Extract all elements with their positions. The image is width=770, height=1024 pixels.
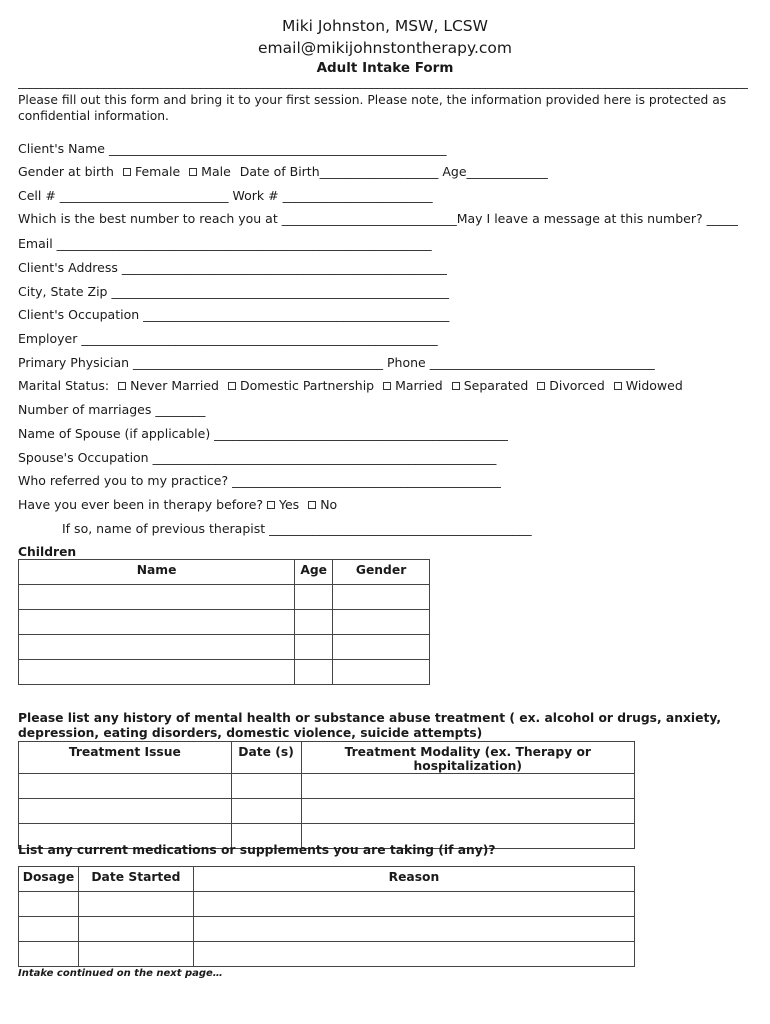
form-title: Adult Intake Form: [316, 60, 454, 76]
child-gender-cell[interactable]: [333, 585, 430, 610]
table-row: [19, 799, 635, 824]
provider-email: email@mikijohnstontherapy.com: [258, 39, 512, 57]
table-row: [19, 892, 635, 917]
address-field[interactable]: Client's Address ____________________________________________________: [18, 260, 447, 275]
reason-cell[interactable]: [193, 917, 634, 942]
col-treatment-issue: Treatment Issue: [19, 742, 232, 774]
col-date-started: Date Started: [78, 867, 193, 892]
child-name-cell[interactable]: [19, 610, 295, 635]
yes-checkbox[interactable]: [267, 501, 275, 509]
best-number-field[interactable]: Which is the best number to reach you at ____________________________May I leave a message at this number? _____: [18, 211, 738, 226]
spouse-name-field[interactable]: Name of Spouse (if applicable) _______________________________________________: [18, 426, 508, 441]
gender-row: [18, 164, 548, 179]
city-state-zip-field[interactable]: City, State Zip ______________________________________________________: [18, 284, 449, 299]
child-age-cell[interactable]: [295, 585, 333, 610]
no-checkbox[interactable]: [308, 501, 316, 509]
domestic-partnership-checkbox[interactable]: [228, 382, 236, 390]
children-heading: Children: [18, 545, 77, 559]
children-table: [18, 559, 430, 685]
dob-age-field[interactable]: Date of Birth___________________ Age_____________: [239, 164, 548, 179]
table-row: [19, 660, 430, 685]
child-name-cell[interactable]: [19, 660, 295, 685]
widowed-label: Widowed: [625, 378, 683, 393]
child-name-cell[interactable]: [19, 585, 295, 610]
child-gender-cell[interactable]: [333, 610, 430, 635]
treatment-table: [18, 741, 635, 849]
treatment-issue-cell[interactable]: [19, 774, 232, 799]
yes-label: Yes: [279, 497, 300, 512]
referral-field[interactable]: Who referred you to my practice? ___________________________________________: [18, 473, 501, 488]
marital-status-row: [18, 378, 683, 393]
no-label: No: [320, 497, 338, 512]
gender-label: Gender at birth: [18, 164, 114, 179]
col-reason: Reason: [193, 867, 634, 892]
child-name-cell[interactable]: [19, 635, 295, 660]
domestic-partnership-label: Domestic Partnership: [239, 378, 375, 393]
physician-field[interactable]: Primary Physician ________________________________________ Phone ____________________________________: [18, 355, 655, 370]
married-label: Married: [395, 378, 443, 393]
widowed-checkbox[interactable]: [614, 382, 622, 390]
treatment-issue-cell[interactable]: [19, 799, 232, 824]
treatment-date-cell[interactable]: [231, 799, 301, 824]
dosage-cell[interactable]: [19, 942, 79, 967]
never-married-checkbox[interactable]: [118, 382, 126, 390]
treatment-modality-cell[interactable]: [301, 799, 634, 824]
table-row: [19, 917, 635, 942]
divorced-checkbox[interactable]: [537, 382, 545, 390]
col-age: Age: [295, 560, 333, 585]
table-row: [19, 585, 430, 610]
col-treatment-modality: Treatment Modality (ex. Therapy or hospitalization): [301, 742, 634, 774]
medications-heading: List any current medications or supplements you are taking (if any)?: [18, 843, 496, 857]
table-row: [19, 942, 635, 967]
married-checkbox[interactable]: [383, 382, 391, 390]
medications-table: [18, 866, 635, 967]
divorced-label: Divorced: [549, 378, 605, 393]
therapy-before-row: [18, 497, 337, 512]
provider-name: Miki Johnston, MSW, LCSW: [282, 17, 488, 35]
continued-note: Intake continued on the next page…: [18, 968, 223, 979]
col-name: Name: [19, 560, 295, 585]
header-rule: ________________________________________________________________________________________________________________________________: [18, 75, 748, 89]
client-name-field[interactable]: Client's Name ______________________________________________________: [18, 141, 447, 156]
col-dosage: Dosage: [19, 867, 79, 892]
date-started-cell[interactable]: [78, 917, 193, 942]
child-age-cell[interactable]: [295, 635, 333, 660]
marital-label: Marital Status:: [18, 378, 110, 393]
child-gender-cell[interactable]: [333, 635, 430, 660]
therapy-before-label: Have you ever been in therapy before?: [18, 497, 264, 512]
female-checkbox[interactable]: [123, 168, 131, 176]
male-label: Male: [201, 164, 231, 179]
male-checkbox[interactable]: [189, 168, 197, 176]
treatment-modality-cell[interactable]: [301, 774, 634, 799]
separated-label: Separated: [463, 378, 529, 393]
table-row: [19, 610, 430, 635]
dosage-cell[interactable]: [19, 892, 79, 917]
reason-cell[interactable]: [193, 942, 634, 967]
separated-checkbox[interactable]: [452, 382, 460, 390]
col-dates: Date (s): [231, 742, 301, 774]
marriages-field[interactable]: Number of marriages ________: [18, 402, 206, 417]
email-field[interactable]: Email ____________________________________________________________: [18, 236, 432, 251]
child-age-cell[interactable]: [295, 610, 333, 635]
treatment-date-cell[interactable]: [231, 774, 301, 799]
employer-field[interactable]: Employer _________________________________________________________: [18, 331, 438, 346]
table-row: [19, 635, 430, 660]
intro-text: Please fill out this form and bring it to your first session. Please note, the information provided here is protected as confidential information.: [18, 93, 727, 123]
reason-cell[interactable]: [193, 892, 634, 917]
previous-therapist-field[interactable]: If so, name of previous therapist __________________________________________: [62, 521, 532, 536]
cell-work-field[interactable]: Cell # ___________________________ Work # ________________________: [18, 188, 433, 203]
female-label: Female: [134, 164, 181, 179]
dosage-cell[interactable]: [19, 917, 79, 942]
child-age-cell[interactable]: [295, 660, 333, 685]
treatment-heading: Please list any history of mental health or substance abuse treatment ( ex. alcohol or drugs, anxiety, depression, eating disorders, domestic violence, suicide attempts): [18, 711, 722, 740]
occupation-field[interactable]: Client's Occupation _________________________________________________: [18, 307, 450, 322]
date-started-cell[interactable]: [78, 892, 193, 917]
date-started-cell[interactable]: [78, 942, 193, 967]
spouse-occupation-field[interactable]: Spouse's Occupation _______________________________________________________: [18, 450, 497, 465]
never-married-label: Never Married: [130, 378, 219, 393]
table-row: [19, 774, 635, 799]
child-gender-cell[interactable]: [333, 660, 430, 685]
col-gender: Gender: [333, 560, 430, 585]
